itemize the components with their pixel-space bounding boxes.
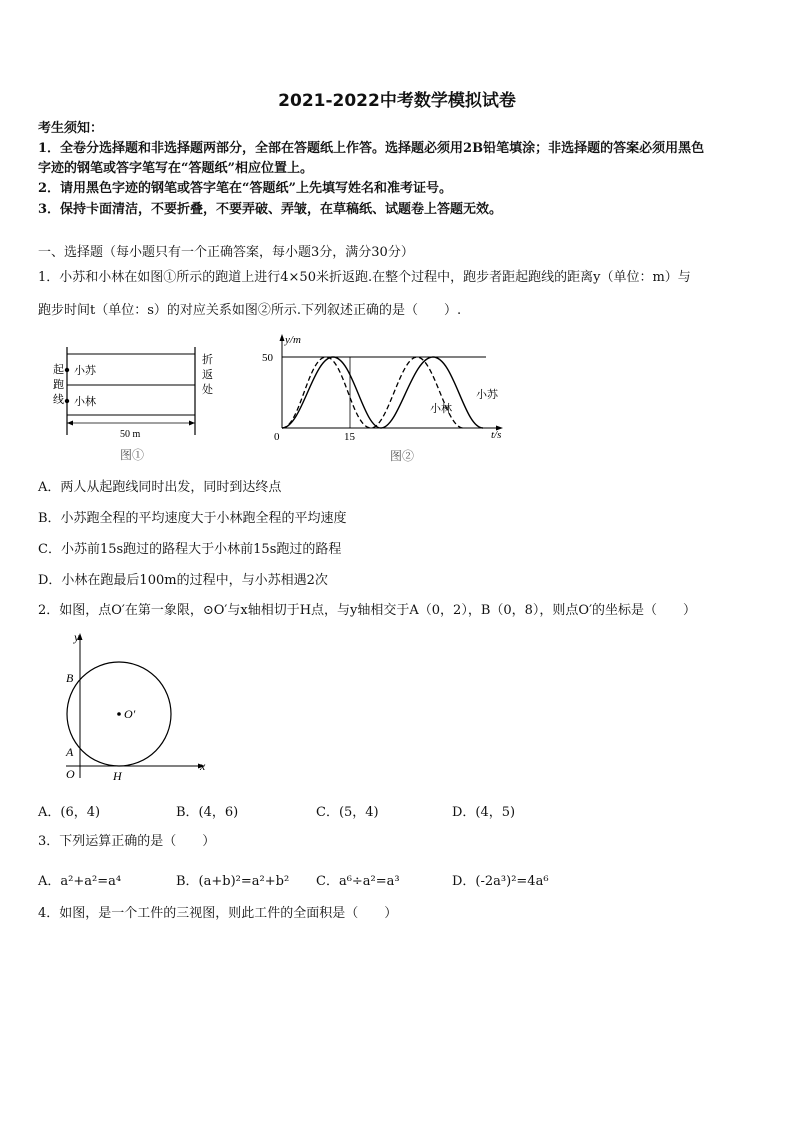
q3-option-b: B．(a+b)²=a²+b² <box>176 874 290 889</box>
series-su-label: 小苏 <box>476 389 498 401</box>
q2-x-label: x <box>200 759 206 773</box>
su-curve <box>282 357 483 428</box>
q2-point-a: A <box>66 745 74 759</box>
turn-label-3: 处 <box>202 384 213 396</box>
q1-stem-line1: 1．小苏和小林在如图①所示的跑道上进行4×50米折返跑.在整个过程中，跑步者距起跑线的距离y（单位：m）与 <box>38 270 691 285</box>
runner-lin-label: 小林 <box>74 396 96 408</box>
q2-point-h: H <box>113 769 122 783</box>
q3-option-c: C．a⁶÷a²=a³ <box>316 874 400 889</box>
q2-option-b: B．(4，6) <box>176 805 239 820</box>
start-label-3: 线 <box>53 394 64 406</box>
fig1-caption: 图① <box>120 448 145 462</box>
graph-ylabel: y/m <box>285 334 301 346</box>
start-label-1: 起 <box>53 364 64 376</box>
q2-point-b: B <box>66 671 74 685</box>
q1-stem-line2: 跑步时间t（单位：s）的对应关系如图②所示.下列叙述正确的是（ ）. <box>38 303 462 318</box>
q2-origin-label: O <box>66 767 75 781</box>
section-heading: 一、选择题（每小题只有一个正确答案，每小题3分，满分30分） <box>38 245 414 260</box>
q1-figure-graph <box>258 330 508 470</box>
q2-figure <box>58 628 218 788</box>
q2-center-label: O′ <box>124 707 136 721</box>
q3-option-a: A．a²+a²=a⁴ <box>38 874 122 889</box>
lin-curve <box>282 357 463 428</box>
notice-line-1: 1．全卷分选择题和非选择题两部分，全部在答题纸上作答。选择题必须用2B铅笔填涂；非选择题的答案必须用黑色 <box>38 141 705 156</box>
q2-y-label: y <box>74 630 80 644</box>
distance-label: 50 m <box>120 429 141 440</box>
series-lin-label: 小林 <box>430 403 452 415</box>
graph-origin: 0 <box>274 431 280 443</box>
notice-line-4: 3．保持卡面清洁，不要折叠，不要弄破、弄皱，在草稿纸、试题卷上答题无效。 <box>38 202 503 217</box>
q4-stem: 4．如图，是一个工件的三视图，则此工件的全面积是（ ） <box>38 906 398 921</box>
fig2-caption: 图② <box>390 449 415 463</box>
runner-su-label: 小苏 <box>74 365 96 377</box>
graph-y-tick: 50 <box>262 352 273 364</box>
notice-line-3: 2．请用黑色字迹的钢笔或答字笔在“答题纸”上先填写姓名和准考证号。 <box>38 181 453 196</box>
q2-option-a: A．(6，4) <box>38 805 101 820</box>
graph-xlabel: t/s <box>491 429 502 441</box>
q2-option-d: D．(4，5) <box>452 805 516 820</box>
notice-line-2: 字迹的钢笔或答字笔写在“答题纸”相应位置上。 <box>38 161 313 176</box>
q1-option-c: C．小苏前15s跑过的路程大于小林前15s跑过的路程 <box>38 542 342 557</box>
notice-heading: 考生须知： <box>38 121 104 136</box>
q1-option-a: A．两人从起跑线同时出发，同时到达终点 <box>38 480 282 495</box>
turn-label-2: 返 <box>202 369 213 381</box>
q3-option-d: D．(-2a³)²=4a⁶ <box>452 874 549 889</box>
page-title: 2021-2022中考数学模拟试卷 <box>278 91 516 111</box>
q1-option-b: B．小苏跑全程的平均速度大于小林跑全程的平均速度 <box>38 511 347 526</box>
start-label-2: 跑 <box>53 379 64 391</box>
graph-x-tick: 15 <box>344 431 355 443</box>
q3-stem: 3．下列运算正确的是（ ） <box>38 834 216 849</box>
turn-label-1: 折 <box>202 354 213 366</box>
q1-figure-track <box>50 335 220 470</box>
q1-option-d: D．小林在跑最后100m的过程中，与小苏相遇2次 <box>38 573 328 588</box>
q2-option-c: C．(5，4) <box>316 805 379 820</box>
q2-stem: 2．如图，点O′在第一象限，⊙O′与x轴相切于H点，与y轴相交于A（0，2），B（0，8），则点O′的坐标是（ ） <box>38 603 697 618</box>
